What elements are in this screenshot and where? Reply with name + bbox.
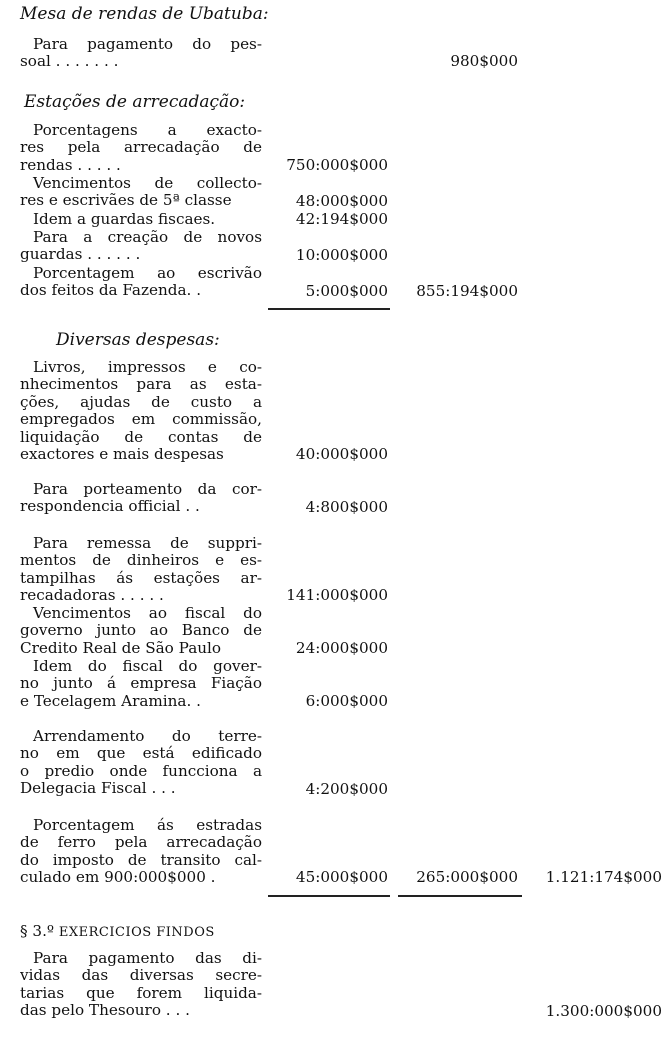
- text-line: ções, ajudas de custo a: [20, 393, 262, 411]
- diversas-amount-6: 4:200$000: [305, 780, 388, 798]
- sum-rule: [268, 895, 390, 897]
- text-line: Para pagamento das di-: [33, 950, 262, 967]
- diversas-amount-5: 6:000$000: [305, 692, 388, 710]
- text-line: Vencimentos de collecto-: [33, 175, 262, 192]
- text-line: nhecimentos para as esta-: [20, 376, 262, 394]
- estacoes-item-4: [20, 229, 262, 264]
- exercicios-total: 1.300:000$000: [545, 1002, 662, 1020]
- text-line: no junto á empresa Fiação: [20, 675, 262, 693]
- text-line: res pela arrecadação de: [20, 139, 262, 157]
- diversas-amount-4: 24:000$000: [295, 639, 388, 657]
- text-line: e Tecelagem Aramina. .: [20, 692, 201, 710]
- grand-total: 1.121:174$000: [545, 868, 662, 886]
- text-line: empregados em commissão,: [20, 411, 262, 429]
- text-line: Para pagamento do pes-: [33, 36, 262, 53]
- text-line: liquidação de contas de: [20, 428, 262, 446]
- diversas-heading: Diversas despesas:: [56, 330, 220, 350]
- text-line: Delegacia Fiscal . . .: [20, 780, 176, 798]
- estacoes-item-3: [20, 211, 262, 228]
- diversas-item-2: [20, 481, 262, 516]
- estacoes-item-1: [20, 122, 262, 174]
- diversas-item-4: [20, 605, 262, 657]
- text-line: soal . . . . . . .: [20, 53, 119, 71]
- section-number: § 3.º: [20, 922, 55, 940]
- text-line: do imposto de transito cal-: [20, 851, 262, 869]
- diversas-item-3: [20, 535, 262, 605]
- text-line: tampilhas ás estações ar-: [20, 569, 262, 587]
- diversas-item-7: [20, 817, 262, 887]
- text-line: tarias que forem liquida-: [20, 984, 262, 1002]
- mesa-heading: Mesa de rendas de Ubatuba:: [20, 4, 269, 24]
- text-line: vidas das diversas secre-: [20, 967, 262, 985]
- estacoes-amount-2: 48:000$000: [295, 192, 388, 210]
- text-line: guardas . . . . . .: [20, 246, 141, 264]
- text-line: Idem a guardas fiscaes.: [33, 211, 216, 228]
- diversas-amount-7: 45:000$000: [295, 868, 388, 886]
- estacoes-item-2: [20, 175, 262, 210]
- section-title: EXERCICIOS FINDOS: [58, 925, 215, 940]
- text-line: recadadoras . . . . .: [20, 587, 164, 605]
- text-line: dos feitos da Fazenda. .: [20, 282, 202, 300]
- text-line: das pelo Thesouro . . .: [20, 1002, 190, 1020]
- text-line: culado em 900:000$000 .: [20, 869, 216, 887]
- text-line: governo junto ao Banco de: [20, 622, 262, 640]
- section-heading: [20, 922, 215, 942]
- text-line: res e escrivães de 5ª classe: [20, 192, 232, 210]
- text-line: de ferro pela arrecadação: [20, 834, 262, 852]
- text-line: Para a creação de novos: [33, 229, 262, 246]
- estacoes-amount-5: 5:000$000: [305, 282, 388, 300]
- diversas-amount-1: 40:000$000: [295, 445, 388, 463]
- diversas-item-5: [20, 658, 262, 710]
- exercicios-item-desc: [20, 950, 262, 1020]
- text-line: Para porteamento da cor-: [33, 481, 262, 498]
- text-line: rendas . . . . .: [20, 156, 121, 174]
- mesa-total: 980$000: [450, 52, 518, 70]
- text-line: Porcentagem ás estradas: [33, 817, 262, 834]
- text-line: exactores e mais despesas: [20, 445, 224, 463]
- text-line: mentos de dinheiros e es-: [20, 552, 262, 570]
- text-line: Porcentagens a exacto-: [33, 122, 262, 139]
- estacoes-item-5: [20, 265, 262, 300]
- diversas-amount-2: 4:800$000: [305, 498, 388, 516]
- diversas-item-1: [20, 359, 262, 463]
- text-line: Porcentagem ao escrivão: [33, 265, 262, 282]
- text-line: Idem do fiscal do gover-: [33, 658, 262, 675]
- estacoes-subtotal: 855:194$000: [416, 282, 518, 300]
- text-line: no em que está edificado: [20, 745, 262, 763]
- text-line: Livros, impressos e co-: [33, 359, 262, 376]
- sum-rule: [398, 895, 522, 897]
- text-line: o predio onde funcciona a: [20, 762, 262, 780]
- estacoes-amount-1: 750:000$000: [286, 156, 388, 174]
- text-line: respondencia official . .: [20, 498, 200, 516]
- text-line: Credito Real de São Paulo: [20, 639, 222, 657]
- text-line: Vencimentos ao fiscal do: [33, 605, 262, 622]
- mesa-item-desc: [20, 36, 262, 71]
- estacoes-amount-3: 42:194$000: [295, 210, 388, 228]
- sum-rule: [268, 308, 390, 310]
- diversas-item-6: [20, 728, 262, 798]
- estacoes-amount-4: 10:000$000: [295, 246, 388, 264]
- diversas-subtotal: 265:000$000: [416, 868, 518, 886]
- estacoes-heading: Estações de arrecadação:: [24, 92, 246, 112]
- diversas-amount-3: 141:000$000: [286, 586, 388, 604]
- text-line: Arrendamento do terre-: [33, 728, 262, 745]
- text-line: Para remessa de suppri-: [33, 535, 262, 552]
